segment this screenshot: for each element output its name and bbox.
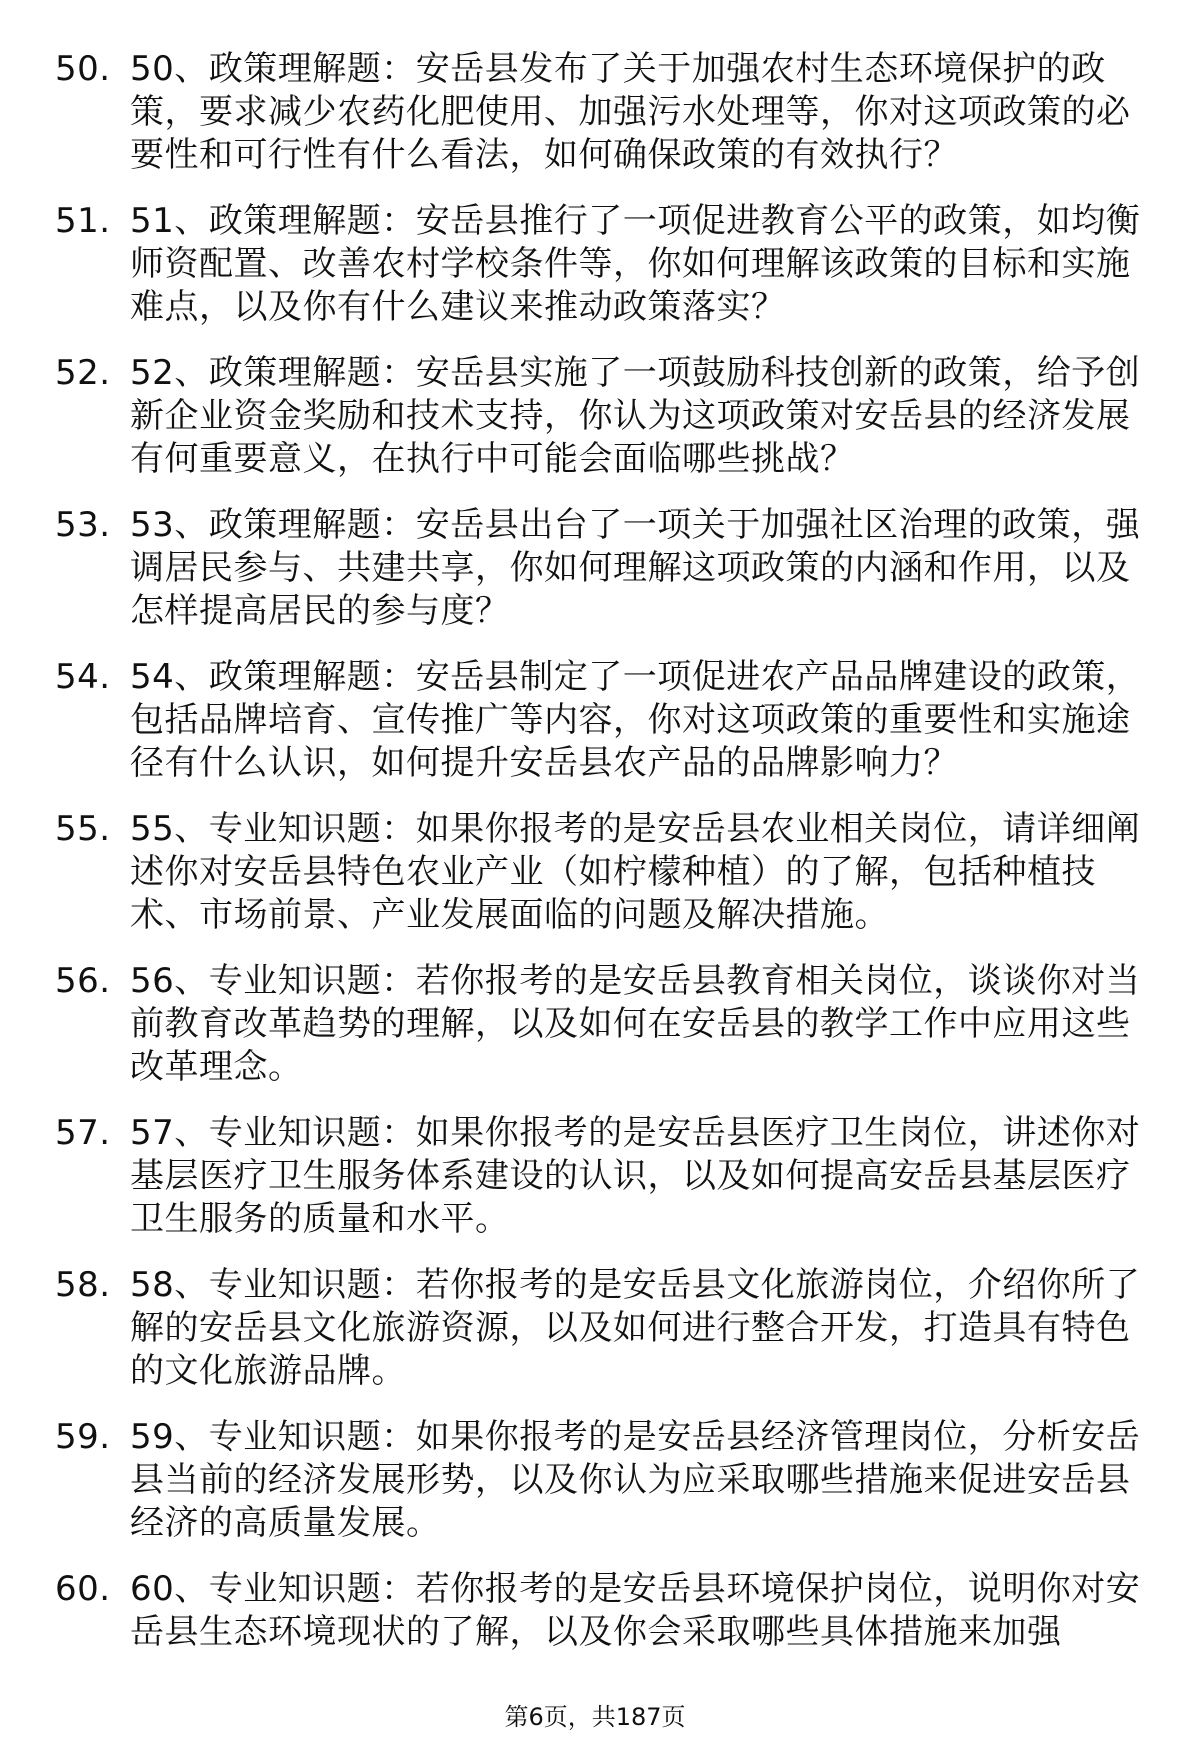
question-number: 54. [55, 657, 111, 697]
question-text: 56、专业知识题：若你报考的是安岳县教育相关岗位，谈谈你对当前教育改革趋势的理解，以及如何在安岳县的教学工作中应用这些改革理念。 [130, 961, 1141, 1087]
question-text: 54、政策理解题：安岳县制定了一项促进农产品品牌建设的政策，包括品牌培育、宣传推广等内容，你对这项政策的重要性和实施途径有什么认识，如何提升安岳县农产品的品牌影响力？ [130, 657, 1141, 783]
question-text: 58、专业知识题：若你报考的是安岳县文化旅游岗位，介绍你所了解的安岳县文化旅游资源，以及如何进行整合开发，打造具有特色的文化旅游品牌。 [130, 1265, 1141, 1391]
question-number: 60. [55, 1569, 111, 1609]
question-text: 50、政策理解题：安岳县发布了关于加强农村生态环境保护的政策，要求减少农药化肥使用、加强污水处理等，你对这项政策的必要性和可行性有什么看法，如何确保政策的有效执行？ [130, 49, 1131, 175]
question-text: 60、专业知识题：若你报考的是安岳县环境保护岗位，说明你对安岳县生态环境现状的了解，以及你会采取哪些具体措施来加强 [130, 1569, 1141, 1652]
question-number: 51. [55, 201, 111, 241]
question-number: 55. [55, 809, 111, 849]
list-item [0, 352, 1190, 481]
list-item [0, 1416, 1190, 1545]
list-item [0, 1568, 1190, 1654]
question-text: 55、专业知识题：如果你报考的是安岳县农业相关岗位，请详细阐述你对安岳县特色农业产业（如柠檬种植）的了解，包括种植技术、市场前景、产业发展面临的问题及解决措施。 [130, 809, 1141, 935]
question-list [0, 48, 1190, 1677]
list-item [0, 48, 1190, 177]
list-item [0, 656, 1190, 785]
question-number: 52. [55, 353, 111, 393]
question-number: 57. [55, 1113, 111, 1153]
question-text: 57、专业知识题：如果你报考的是安岳县医疗卫生岗位，讲述你对基层医疗卫生服务体系建设的认识，以及如何提高安岳县基层医疗卫生服务的质量和水平。 [130, 1113, 1141, 1239]
page-footer: 第6页，共187页 [504, 1703, 686, 1731]
list-item [0, 504, 1190, 633]
list-item [0, 200, 1190, 329]
list-item [0, 1112, 1190, 1241]
question-number: 59. [55, 1417, 111, 1457]
list-item [0, 808, 1190, 937]
question-number: 58. [55, 1265, 111, 1305]
question-number: 50. [55, 49, 111, 89]
question-text: 51、政策理解题：安岳县推行了一项促进教育公平的政策，如均衡师资配置、改善农村学校条件等，你如何理解该政策的目标和实施难点，以及你有什么建议来推动政策落实？ [130, 201, 1141, 327]
list-item [0, 960, 1190, 1089]
question-text: 53、政策理解题：安岳县出台了一项关于加强社区治理的政策，强调居民参与、共建共享，你如何理解这项政策的内涵和作用，以及怎样提高居民的参与度？ [130, 505, 1141, 631]
question-number: 53. [55, 505, 111, 545]
question-text: 52、政策理解题：安岳县实施了一项鼓励科技创新的政策，给予创新企业资金奖励和技术支持，你认为这项政策对安岳县的经济发展有何重要意义，在执行中可能会面临哪些挑战？ [130, 353, 1141, 479]
question-text: 59、专业知识题：如果你报考的是安岳县经济管理岗位，分析安岳县当前的经济发展形势，以及你认为应采取哪些措施来促进安岳县经济的高质量发展。 [130, 1417, 1141, 1543]
question-number: 56. [55, 961, 111, 1001]
list-item [0, 1264, 1190, 1393]
